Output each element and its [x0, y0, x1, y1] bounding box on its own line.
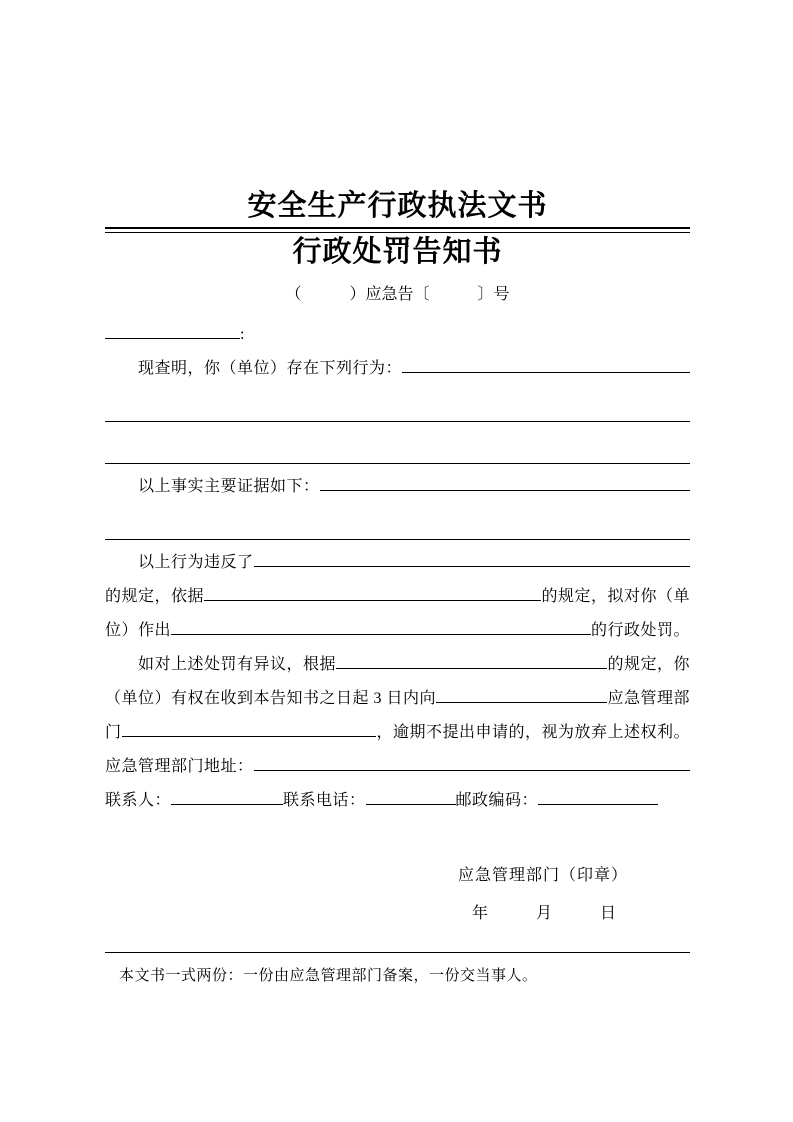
blank-field-behavior-1[interactable]: [402, 372, 690, 373]
line-behavior-blank-3: [105, 428, 690, 470]
found-behavior-label: 现查明，你（单位）存在下列行为：: [138, 360, 403, 377]
document-number: （ ）应急告〔 〕号: [285, 286, 510, 303]
blank-field-basis-law[interactable]: [204, 600, 541, 601]
blank-field-contact-name[interactable]: [171, 804, 283, 805]
blank-field-phone[interactable]: [366, 804, 456, 805]
evidence-label: 以上事实主要证据如下：: [138, 478, 320, 495]
title-divider-rule: [105, 227, 690, 233]
line-behavior-blank-2: [105, 386, 690, 428]
objection-pre-label: 如对上述处罚有异议，根据: [138, 656, 337, 673]
contact-label: 联系人：: [105, 792, 172, 809]
line-contact: [105, 784, 690, 818]
line-evidence: [105, 470, 690, 504]
signature-date-line: 年 月 日: [471, 905, 616, 922]
basis-pre-label: 的规定，依据: [105, 588, 205, 605]
violation-label: 以上行为违反了: [138, 554, 254, 571]
phone-label: 联系电话：: [283, 792, 366, 809]
line-evidence-blank-2: [105, 504, 690, 546]
rights-pre-label: （单位）有权在收到本告知书之日起 3 日内向: [105, 690, 437, 707]
decision-post-label: 的行政处罚。: [590, 622, 690, 639]
blank-field-objection-law[interactable]: [336, 668, 607, 669]
document-title: 行政处罚告知书: [292, 236, 503, 268]
blank-field-evidence-2[interactable]: [105, 539, 690, 540]
document-body: [105, 318, 690, 818]
line-objection: [105, 648, 690, 682]
line-decision: [105, 614, 690, 648]
rights-cont-label: 门: [105, 724, 122, 741]
blank-field-penalty[interactable]: [171, 634, 591, 635]
postcode-label: 邮政编码：: [455, 792, 539, 809]
blank-field-authority-name[interactable]: [436, 702, 607, 703]
decision-pre-label: 位）作出: [105, 622, 172, 639]
line-addressee: [105, 318, 690, 352]
blank-field-behavior-3[interactable]: [105, 463, 690, 464]
line-found-behavior: [105, 352, 690, 386]
blank-field-addressee[interactable]: [105, 338, 240, 339]
signature-seal-line: 应急管理部门（印章）: [457, 867, 628, 884]
blank-field-evidence-1[interactable]: [320, 490, 690, 491]
blank-field-postcode[interactable]: [538, 804, 658, 805]
objection-post-label: 的规定，你: [607, 656, 690, 673]
footer-note: 本文书一式两份：一份由应急管理部门备案，一份交当事人。: [119, 968, 538, 984]
basis-post-label: 的规定，拟对你（单: [541, 588, 690, 605]
blank-field-behavior-2[interactable]: [105, 421, 690, 422]
line-basis: [105, 580, 690, 614]
blank-field-address[interactable]: [254, 770, 690, 771]
line-rights-1: [105, 682, 690, 716]
line-address: [105, 750, 690, 784]
addressee-colon: :: [240, 326, 245, 343]
line-violation: [105, 546, 690, 580]
document-category-title: 安全生产行政执法文书: [247, 190, 548, 222]
rights-mid-label: 应急管理部: [607, 690, 690, 707]
rights-post-label: ，逾期不提出申请的，视为放弃上述权利。: [376, 724, 690, 741]
blank-field-violated-law[interactable]: [254, 566, 690, 567]
footer-divider-rule: [105, 952, 690, 953]
address-label: 应急管理部门地址：: [105, 758, 254, 775]
blank-field-authority-cont[interactable]: [122, 736, 377, 737]
line-rights-2: [105, 716, 690, 750]
